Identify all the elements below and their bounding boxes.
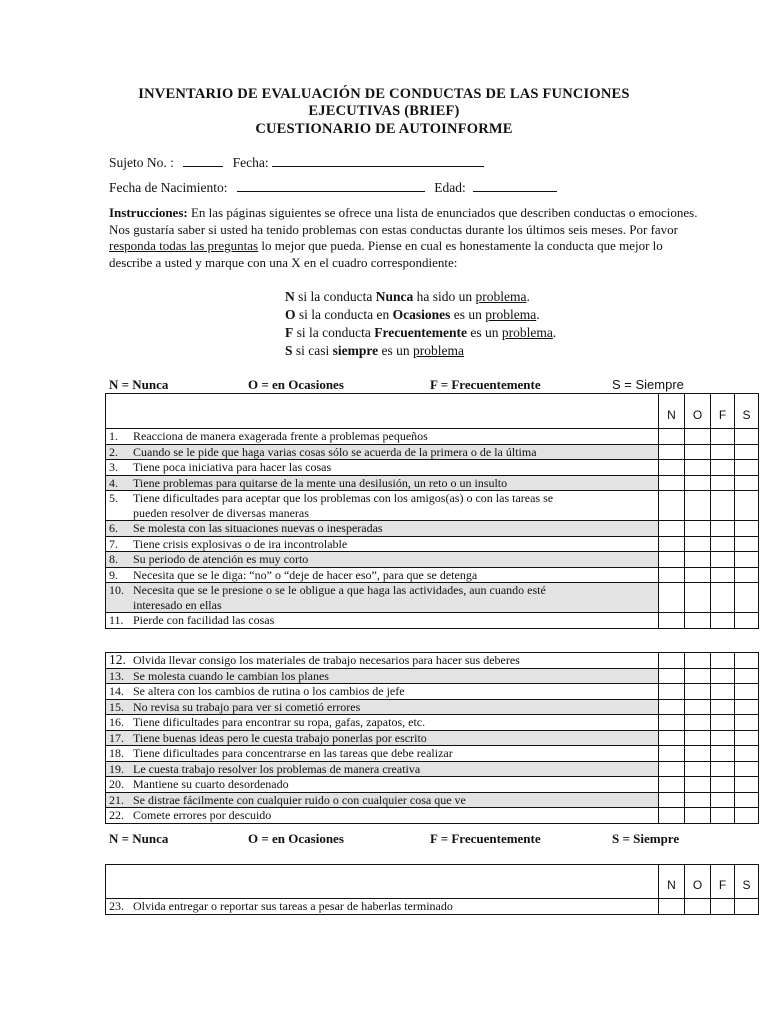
answer-box-f[interactable] — [711, 668, 735, 684]
question-number: 2. — [109, 444, 118, 459]
answer-box-n[interactable] — [659, 746, 685, 762]
instructions-text-2: lo mejor que pueda. Piense en cual es honestamente la conducta que mejor lo describe a usted y marque con una X en el cuadro correspondiente: — [109, 238, 663, 270]
question-number: 12. — [109, 652, 126, 667]
answer-box-o[interactable] — [685, 491, 711, 521]
answer-box-o[interactable] — [685, 475, 711, 491]
form-title-line2: EJECUTIVAS (BRIEF) — [308, 103, 460, 119]
question-row — [106, 699, 759, 715]
question-row — [106, 746, 759, 762]
answer-box-n[interactable] — [659, 653, 685, 669]
question-text — [106, 429, 659, 445]
date-field[interactable] — [272, 154, 484, 167]
answer-box-o[interactable] — [685, 521, 711, 537]
question-label: Tiene problemas para quitarse de la mente una desilusión, un reto o un insulto — [133, 475, 508, 490]
subject-number-field[interactable] — [183, 154, 223, 167]
col-o: O — [685, 865, 711, 899]
question-label: Necesita que se le diga: “no” o “deje de hacer eso”, para que se detenga — [133, 567, 478, 582]
question-label: Se molesta con las situaciones nuevas o inesperadas — [133, 521, 383, 535]
legend-item: O si la conducta en Ocasiones es un problema. — [285, 307, 540, 322]
answer-box-f[interactable] — [711, 460, 735, 476]
legend-item: F si la conducta Frecuentemente es un problema. — [285, 325, 557, 340]
question-text — [106, 668, 659, 684]
question-label: Olvida llevar consigo los materiales de trabajo necesarios para hacer sus deberes — [133, 653, 520, 667]
answer-box-n[interactable] — [659, 475, 685, 491]
question-text — [106, 491, 659, 521]
age-field[interactable] — [473, 179, 557, 192]
answer-box-n[interactable] — [659, 521, 685, 537]
answer-box-o[interactable] — [685, 808, 711, 824]
question-number: 17. — [109, 730, 124, 745]
question-label-continued: interesado en ellas — [133, 597, 222, 612]
answer-box-n[interactable] — [659, 567, 685, 583]
answer-box-s[interactable] — [735, 613, 759, 629]
question-number: 6. — [109, 521, 118, 535]
question-text — [106, 777, 659, 793]
answer-box-f[interactable] — [711, 444, 735, 460]
answer-box-s[interactable] — [735, 552, 759, 568]
answer-box-s[interactable] — [735, 491, 759, 521]
question-row — [106, 684, 759, 700]
answer-box-f[interactable] — [711, 491, 735, 521]
answer-box-f[interactable] — [711, 684, 735, 700]
answer-box-o[interactable] — [685, 792, 711, 808]
answer-box-o[interactable] — [685, 746, 711, 762]
subject-label: Sujeto No. : — [109, 155, 174, 170]
form-title-line3: CUESTIONARIO DE AUTOINFORME — [255, 121, 513, 137]
answer-box-n[interactable] — [659, 684, 685, 700]
question-text — [106, 792, 659, 808]
question-row — [106, 777, 759, 793]
question-label: Se altera con los cambios de rutina o los cambios de jefe — [133, 684, 405, 698]
answer-box-f[interactable] — [711, 808, 735, 824]
question-number: 13. — [109, 668, 124, 683]
answer-box-s[interactable] — [735, 429, 759, 445]
question-number: 21. — [109, 792, 124, 807]
subject-row — [109, 154, 484, 171]
col-n: N — [659, 394, 685, 429]
question-number: 3. — [109, 460, 118, 474]
answer-box-n[interactable] — [659, 668, 685, 684]
answer-box-o[interactable] — [685, 583, 711, 613]
question-text — [106, 808, 659, 824]
answer-box-n[interactable] — [659, 583, 685, 613]
answer-box-n[interactable] — [659, 715, 685, 731]
question-text — [106, 684, 659, 700]
question-row — [106, 808, 759, 824]
answer-box-n[interactable] — [659, 792, 685, 808]
answer-box-s[interactable] — [735, 653, 759, 669]
answer-box-o[interactable] — [685, 444, 711, 460]
answer-box-s[interactable] — [735, 684, 759, 700]
answer-box-n[interactable] — [659, 613, 685, 629]
question-label: Comete errores por descuido — [133, 808, 272, 822]
answer-box-o[interactable] — [685, 715, 711, 731]
question-label: Se molesta cuando le cambian los planes — [133, 668, 329, 683]
question-text — [106, 715, 659, 731]
instructions-text-1: En las páginas siguientes se ofrece una lista de enunciados que describen conductas o emociones. Nos gustaría saber si usted ha tenido problemas con estas conductas durante los últimos seis meses. Por favor — [109, 205, 698, 237]
answer-box-s[interactable] — [735, 567, 759, 583]
question-row — [106, 715, 759, 731]
question-row — [106, 475, 759, 491]
question-number: 18. — [109, 746, 124, 760]
question-text — [106, 521, 659, 537]
birth-date-field[interactable] — [237, 179, 425, 192]
question-number: 8. — [109, 552, 118, 566]
answer-box-s[interactable] — [735, 536, 759, 552]
question-row — [106, 730, 759, 746]
question-number: 11. — [109, 613, 124, 627]
date-label: Fecha: — [232, 155, 269, 170]
scale-nunca: N = Nunca — [109, 377, 169, 392]
answer-box-s[interactable] — [735, 475, 759, 491]
col-f: F — [711, 865, 735, 899]
answer-box-f[interactable] — [711, 475, 735, 491]
answer-box-o[interactable] — [685, 684, 711, 700]
question-text — [106, 761, 659, 777]
question-text — [106, 899, 659, 915]
question-row — [106, 653, 759, 669]
answer-box-n[interactable] — [659, 899, 685, 915]
answer-box-o[interactable] — [685, 761, 711, 777]
question-number: 19. — [109, 761, 124, 776]
answer-box-f[interactable] — [711, 899, 735, 915]
instructions — [109, 205, 699, 271]
answer-box-s[interactable] — [735, 715, 759, 731]
question-text — [106, 653, 659, 669]
question-row — [106, 429, 759, 445]
answer-box-s[interactable] — [735, 699, 759, 715]
question-number: 9. — [109, 567, 118, 582]
question-label: Tiene dificultades para encontrar su ropa, gafas, zapatos, etc. — [133, 715, 426, 729]
question-number: 7. — [109, 536, 118, 551]
answer-box-s[interactable] — [735, 521, 759, 537]
response-legend — [285, 288, 556, 360]
answer-box-f[interactable] — [711, 521, 735, 537]
answer-box-f[interactable] — [711, 761, 735, 777]
question-row — [106, 521, 759, 537]
answer-box-f[interactable] — [711, 792, 735, 808]
form-title-line1: INVENTARIO DE EVALUACIÓN DE CONDUCTAS DE LAS FUNCIONES — [138, 86, 630, 102]
question-text — [106, 552, 659, 568]
question-label: Tiene buenas ideas pero le cuesta trabajo ponerlas por escrito — [133, 730, 427, 745]
question-text — [106, 746, 659, 762]
question-row — [106, 668, 759, 684]
answer-box-n[interactable] — [659, 460, 685, 476]
answer-box-f[interactable] — [711, 730, 735, 746]
answer-box-o[interactable] — [685, 429, 711, 445]
answer-box-f[interactable] — [711, 653, 735, 669]
col-o: O — [685, 394, 711, 429]
question-row — [106, 460, 759, 476]
scale-frecuentemente-2: F = Frecuentemente — [430, 831, 541, 846]
answer-box-o[interactable] — [685, 460, 711, 476]
scale-ocasiones: O = en Ocasiones — [248, 377, 344, 392]
answer-box-o[interactable] — [685, 730, 711, 746]
instructions-underlined: responda todas las preguntas — [109, 238, 259, 253]
birth-label: Fecha de Nacimiento: — [109, 180, 228, 195]
question-row — [106, 613, 759, 629]
col-f: F — [711, 394, 735, 429]
answer-box-n[interactable] — [659, 808, 685, 824]
question-label: Olvida entregar o reportar sus tareas a pesar de haberlas terminado — [133, 899, 453, 913]
answer-box-n[interactable] — [659, 761, 685, 777]
question-number: 15. — [109, 699, 124, 714]
answer-box-s[interactable] — [735, 746, 759, 762]
answer-box-n[interactable] — [659, 699, 685, 715]
answer-box-s[interactable] — [735, 444, 759, 460]
answer-box-f[interactable] — [711, 613, 735, 629]
questionnaire-table-1 — [105, 393, 759, 629]
table-header-row — [106, 865, 759, 899]
question-number: 22. — [109, 808, 124, 822]
scale-nunca-2: N = Nunca — [109, 831, 169, 846]
question-text — [106, 613, 659, 629]
question-number: 23. — [109, 899, 124, 913]
answer-box-s[interactable] — [735, 730, 759, 746]
legend-item: S si casi siempre es un problema — [285, 343, 464, 358]
question-text — [106, 460, 659, 476]
question-text — [106, 699, 659, 715]
question-label: Reacciona de manera exagerada frente a problemas pequeños — [133, 429, 428, 443]
question-number: 10. — [109, 583, 124, 597]
answer-box-n[interactable] — [659, 552, 685, 568]
question-label: Mantiene su cuarto desordenado — [133, 777, 289, 791]
question-row — [106, 567, 759, 583]
question-label: Su periodo de atención es muy corto — [133, 552, 309, 566]
answer-box-o[interactable] — [685, 536, 711, 552]
question-label: Cuando se le pide que haga varias cosas sólo se acuerda de la primera o de la última — [133, 444, 537, 459]
answer-box-f[interactable] — [711, 777, 735, 793]
question-text — [106, 583, 659, 613]
question-text — [106, 730, 659, 746]
question-label: Pierde con facilidad las cosas — [133, 613, 275, 627]
question-label: Tiene dificultades para concentrarse en las tareas que debe realizar — [133, 746, 453, 760]
question-number: 1. — [109, 429, 118, 443]
scale-ocasiones-2: O = en Ocasiones — [248, 831, 344, 846]
scale-siempre: S = Siempre — [612, 377, 684, 392]
answer-box-s[interactable] — [735, 583, 759, 613]
answer-box-s[interactable] — [735, 460, 759, 476]
answer-box-f[interactable] — [711, 552, 735, 568]
question-row — [106, 444, 759, 460]
question-row — [106, 792, 759, 808]
question-row — [106, 583, 759, 613]
answer-box-o[interactable] — [685, 613, 711, 629]
answer-box-o[interactable] — [685, 567, 711, 583]
col-s: S — [735, 865, 759, 899]
question-row — [106, 536, 759, 552]
answer-box-f[interactable] — [711, 583, 735, 613]
question-number: 20. — [109, 777, 124, 791]
answer-box-s[interactable] — [735, 808, 759, 824]
question-label: Le cuesta trabajo resolver los problemas de manera creativa — [133, 761, 421, 776]
answer-box-f[interactable] — [711, 715, 735, 731]
question-number: 4. — [109, 475, 118, 490]
answer-box-n[interactable] — [659, 491, 685, 521]
answer-box-o[interactable] — [685, 899, 711, 915]
answer-box-o[interactable] — [685, 668, 711, 684]
answer-box-n[interactable] — [659, 730, 685, 746]
answer-box-n[interactable] — [659, 777, 685, 793]
answer-box-f[interactable] — [711, 699, 735, 715]
question-row — [106, 761, 759, 777]
answer-box-f[interactable] — [711, 429, 735, 445]
question-label: Necesita que se le presione o se le obligue a que haga las actividades, aun cuando esté — [133, 583, 546, 597]
question-row — [106, 491, 759, 521]
question-number: 14. — [109, 684, 124, 698]
questionnaire-table-3 — [105, 864, 759, 915]
table-header-row — [106, 394, 759, 429]
answer-box-s[interactable] — [735, 761, 759, 777]
question-number: 16. — [109, 715, 124, 729]
answer-box-o[interactable] — [685, 552, 711, 568]
question-text — [106, 444, 659, 460]
scale-siempre-2: S = Siempre — [612, 831, 680, 846]
question-number: 5. — [109, 491, 118, 505]
header-spacer — [106, 865, 659, 899]
questionnaire-table-2 — [105, 652, 759, 824]
question-label: Se distrae fácilmente con cualquier ruido o con cualquier cosa que ve — [133, 792, 466, 807]
answer-box-o[interactable] — [685, 699, 711, 715]
question-label-continued: pueden resolver de diversas maneras — [133, 505, 309, 520]
question-label: Tiene crisis explosivas o de ira incontrolable — [133, 536, 348, 551]
instructions-heading: Instrucciones: — [109, 205, 188, 220]
legend-item: N si la conducta Nunca ha sido un problema. — [285, 289, 530, 304]
answer-box-o[interactable] — [685, 777, 711, 793]
col-n: N — [659, 865, 685, 899]
answer-box-f[interactable] — [711, 567, 735, 583]
header-spacer — [106, 394, 659, 429]
answer-box-f[interactable] — [711, 536, 735, 552]
answer-box-s[interactable] — [735, 899, 759, 915]
birth-row — [109, 179, 557, 196]
question-label: Tiene dificultades para aceptar que los problemas con los amigos(as) o con las tareas se — [133, 491, 554, 505]
answer-box-s[interactable] — [735, 777, 759, 793]
age-label: Edad: — [434, 180, 466, 195]
answer-box-n[interactable] — [659, 444, 685, 460]
col-s: S — [735, 394, 759, 429]
question-text — [106, 475, 659, 491]
question-text — [106, 567, 659, 583]
answer-box-o[interactable] — [685, 653, 711, 669]
answer-box-n[interactable] — [659, 536, 685, 552]
question-label: Tiene poca iniciativa para hacer las cosas — [133, 460, 332, 474]
question-row — [106, 899, 759, 915]
question-label: No revisa su trabajo para ver si cometió errores — [133, 699, 361, 714]
question-row — [106, 552, 759, 568]
answer-box-s[interactable] — [735, 668, 759, 684]
question-text — [106, 536, 659, 552]
answer-box-f[interactable] — [711, 746, 735, 762]
scale-frecuentemente: F = Frecuentemente — [430, 377, 541, 392]
answer-box-s[interactable] — [735, 792, 759, 808]
answer-box-n[interactable] — [659, 429, 685, 445]
